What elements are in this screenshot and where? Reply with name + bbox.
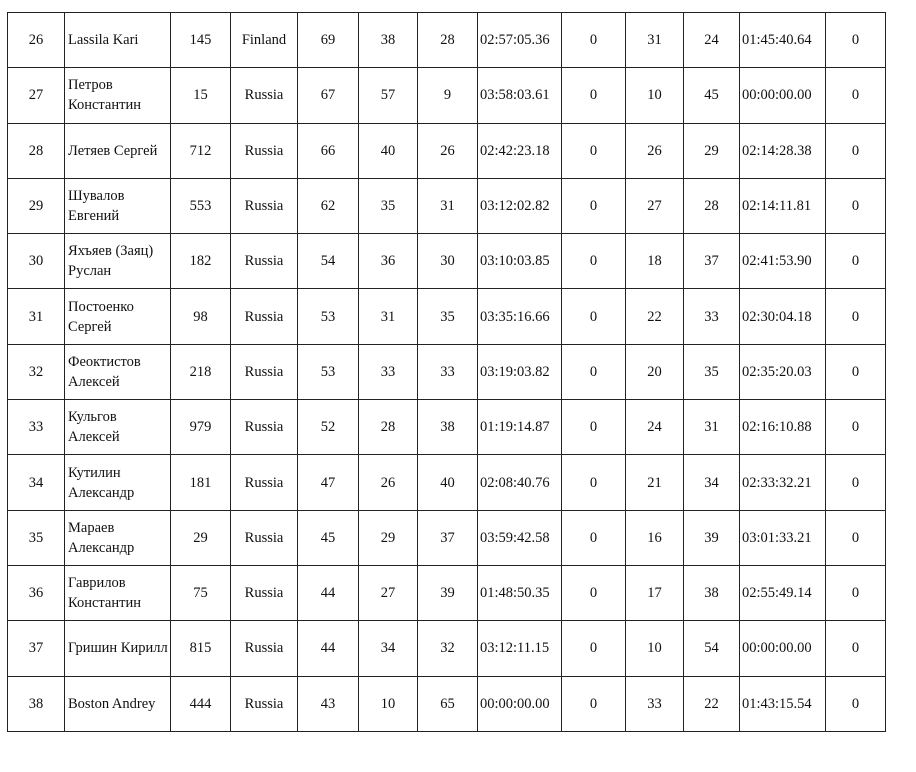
value-cell-4: 0 (562, 400, 626, 455)
value-cell-1: 43 (298, 676, 359, 731)
bib-cell: 553 (171, 178, 231, 233)
country-cell: Russia (231, 234, 298, 289)
place-cell: 34 (8, 455, 65, 510)
value-cell-7: 0 (826, 289, 886, 344)
table-row (8, 676, 886, 731)
time-cell-1: 01:48:50.35 (478, 565, 562, 620)
time-cell-1: 03:59:42.58 (478, 510, 562, 565)
time-cell-2: 02:30:04.18 (740, 289, 826, 344)
value-cell-3: 33 (418, 344, 478, 399)
bib-cell: 218 (171, 344, 231, 399)
value-cell-4: 0 (562, 510, 626, 565)
value-cell-5: 26 (626, 123, 684, 178)
country-cell: Russia (231, 344, 298, 399)
value-cell-4: 0 (562, 13, 626, 68)
bib-cell: 15 (171, 68, 231, 123)
value-cell-5: 22 (626, 289, 684, 344)
value-cell-6: 22 (684, 676, 740, 731)
time-cell-2: 02:14:28.38 (740, 123, 826, 178)
value-cell-5: 17 (626, 565, 684, 620)
table-row (8, 13, 886, 68)
value-cell-2: 35 (359, 178, 418, 233)
value-cell-5: 10 (626, 621, 684, 676)
time-cell-1: 01:19:14.87 (478, 400, 562, 455)
value-cell-5: 10 (626, 68, 684, 123)
country-cell: Russia (231, 621, 298, 676)
table-row (8, 621, 886, 676)
value-cell-1: 44 (298, 565, 359, 620)
value-cell-2: 57 (359, 68, 418, 123)
time-cell-1: 02:57:05.36 (478, 13, 562, 68)
time-cell-2: 01:43:15.54 (740, 676, 826, 731)
country-cell: Russia (231, 455, 298, 510)
value-cell-1: 45 (298, 510, 359, 565)
name-cell: Шувалов Евгений (65, 178, 171, 233)
bib-cell: 712 (171, 123, 231, 178)
name-cell: Кутилин Александр (65, 455, 171, 510)
time-cell-1: 03:12:02.82 (478, 178, 562, 233)
name-cell: Гришин Кирилл (65, 621, 171, 676)
value-cell-1: 52 (298, 400, 359, 455)
time-cell-1: 03:10:03.85 (478, 234, 562, 289)
place-cell: 32 (8, 344, 65, 399)
value-cell-7: 0 (826, 344, 886, 399)
value-cell-5: 31 (626, 13, 684, 68)
value-cell-2: 38 (359, 13, 418, 68)
value-cell-3: 9 (418, 68, 478, 123)
value-cell-3: 30 (418, 234, 478, 289)
name-cell: Мараев Александр (65, 510, 171, 565)
place-cell: 38 (8, 676, 65, 731)
value-cell-6: 35 (684, 344, 740, 399)
value-cell-5: 27 (626, 178, 684, 233)
time-cell-2: 02:16:10.88 (740, 400, 826, 455)
value-cell-5: 21 (626, 455, 684, 510)
name-cell: Петров Константин (65, 68, 171, 123)
value-cell-6: 54 (684, 621, 740, 676)
value-cell-6: 31 (684, 400, 740, 455)
table-row (8, 234, 886, 289)
time-cell-2: 00:00:00.00 (740, 621, 826, 676)
name-cell: Яхъяев (Заяц) Руслан (65, 234, 171, 289)
country-cell: Russia (231, 289, 298, 344)
value-cell-7: 0 (826, 123, 886, 178)
value-cell-6: 29 (684, 123, 740, 178)
value-cell-4: 0 (562, 178, 626, 233)
table-row (8, 344, 886, 399)
value-cell-3: 32 (418, 621, 478, 676)
bib-cell: 182 (171, 234, 231, 289)
value-cell-5: 20 (626, 344, 684, 399)
bib-cell: 75 (171, 565, 231, 620)
time-cell-1: 03:35:16.66 (478, 289, 562, 344)
value-cell-7: 0 (826, 234, 886, 289)
value-cell-6: 37 (684, 234, 740, 289)
name-cell: Гаврилов Константин (65, 565, 171, 620)
value-cell-2: 40 (359, 123, 418, 178)
bib-cell: 29 (171, 510, 231, 565)
bib-cell: 98 (171, 289, 231, 344)
value-cell-1: 53 (298, 344, 359, 399)
value-cell-2: 28 (359, 400, 418, 455)
value-cell-3: 28 (418, 13, 478, 68)
name-cell: Кульгов Алексей (65, 400, 171, 455)
value-cell-6: 34 (684, 455, 740, 510)
value-cell-7: 0 (826, 178, 886, 233)
bib-cell: 815 (171, 621, 231, 676)
value-cell-7: 0 (826, 565, 886, 620)
country-cell: Russia (231, 68, 298, 123)
country-cell: Russia (231, 510, 298, 565)
place-cell: 35 (8, 510, 65, 565)
value-cell-1: 62 (298, 178, 359, 233)
value-cell-3: 40 (418, 455, 478, 510)
place-cell: 33 (8, 400, 65, 455)
value-cell-4: 0 (562, 621, 626, 676)
value-cell-5: 24 (626, 400, 684, 455)
value-cell-1: 54 (298, 234, 359, 289)
value-cell-2: 36 (359, 234, 418, 289)
time-cell-2: 00:00:00.00 (740, 68, 826, 123)
name-cell: Феоктистов Алексей (65, 344, 171, 399)
value-cell-7: 0 (826, 676, 886, 731)
value-cell-1: 44 (298, 621, 359, 676)
country-cell: Russia (231, 400, 298, 455)
name-cell: Lassila Kari (65, 13, 171, 68)
time-cell-2: 02:35:20.03 (740, 344, 826, 399)
value-cell-4: 0 (562, 234, 626, 289)
table-row (8, 455, 886, 510)
bib-cell: 181 (171, 455, 231, 510)
place-cell: 37 (8, 621, 65, 676)
value-cell-2: 27 (359, 565, 418, 620)
value-cell-2: 29 (359, 510, 418, 565)
value-cell-6: 33 (684, 289, 740, 344)
value-cell-3: 65 (418, 676, 478, 731)
value-cell-6: 39 (684, 510, 740, 565)
value-cell-6: 28 (684, 178, 740, 233)
time-cell-2: 02:33:32.21 (740, 455, 826, 510)
value-cell-7: 0 (826, 621, 886, 676)
value-cell-6: 24 (684, 13, 740, 68)
value-cell-4: 0 (562, 455, 626, 510)
time-cell-1: 02:42:23.18 (478, 123, 562, 178)
time-cell-1: 03:19:03.82 (478, 344, 562, 399)
name-cell: Постоенко Сергей (65, 289, 171, 344)
table-row (8, 400, 886, 455)
value-cell-4: 0 (562, 123, 626, 178)
value-cell-2: 10 (359, 676, 418, 731)
country-cell: Russia (231, 178, 298, 233)
value-cell-1: 69 (298, 13, 359, 68)
value-cell-3: 38 (418, 400, 478, 455)
value-cell-1: 53 (298, 289, 359, 344)
value-cell-3: 39 (418, 565, 478, 620)
value-cell-5: 16 (626, 510, 684, 565)
value-cell-3: 37 (418, 510, 478, 565)
place-cell: 29 (8, 178, 65, 233)
time-cell-2: 02:14:11.81 (740, 178, 826, 233)
time-cell-1: 03:12:11.15 (478, 621, 562, 676)
time-cell-1: 00:00:00.00 (478, 676, 562, 731)
country-cell: Finland (231, 13, 298, 68)
time-cell-2: 02:41:53.90 (740, 234, 826, 289)
bib-cell: 444 (171, 676, 231, 731)
name-cell: Летяев Сергей (65, 123, 171, 178)
place-cell: 26 (8, 13, 65, 68)
results-table (7, 12, 886, 732)
value-cell-2: 31 (359, 289, 418, 344)
place-cell: 30 (8, 234, 65, 289)
table-row (8, 178, 886, 233)
value-cell-7: 0 (826, 400, 886, 455)
place-cell: 31 (8, 289, 65, 344)
value-cell-3: 26 (418, 123, 478, 178)
value-cell-3: 31 (418, 178, 478, 233)
value-cell-2: 26 (359, 455, 418, 510)
country-cell: Russia (231, 676, 298, 731)
value-cell-6: 45 (684, 68, 740, 123)
place-cell: 27 (8, 68, 65, 123)
value-cell-4: 0 (562, 289, 626, 344)
value-cell-7: 0 (826, 455, 886, 510)
table-row (8, 565, 886, 620)
time-cell-2: 03:01:33.21 (740, 510, 826, 565)
country-cell: Russia (231, 565, 298, 620)
value-cell-2: 33 (359, 344, 418, 399)
place-cell: 28 (8, 123, 65, 178)
country-cell: Russia (231, 123, 298, 178)
value-cell-7: 0 (826, 68, 886, 123)
table-row (8, 510, 886, 565)
time-cell-1: 02:08:40.76 (478, 455, 562, 510)
value-cell-2: 34 (359, 621, 418, 676)
table-row (8, 289, 886, 344)
value-cell-4: 0 (562, 68, 626, 123)
value-cell-7: 0 (826, 510, 886, 565)
bib-cell: 979 (171, 400, 231, 455)
table-row (8, 123, 886, 178)
value-cell-7: 0 (826, 13, 886, 68)
time-cell-1: 03:58:03.61 (478, 68, 562, 123)
value-cell-5: 18 (626, 234, 684, 289)
value-cell-3: 35 (418, 289, 478, 344)
table-row (8, 68, 886, 123)
value-cell-6: 38 (684, 565, 740, 620)
time-cell-2: 01:45:40.64 (740, 13, 826, 68)
name-cell: Boston Andrey (65, 676, 171, 731)
results-table-body (8, 13, 886, 732)
time-cell-2: 02:55:49.14 (740, 565, 826, 620)
value-cell-1: 67 (298, 68, 359, 123)
value-cell-1: 47 (298, 455, 359, 510)
place-cell: 36 (8, 565, 65, 620)
value-cell-4: 0 (562, 344, 626, 399)
value-cell-4: 0 (562, 565, 626, 620)
value-cell-4: 0 (562, 676, 626, 731)
value-cell-1: 66 (298, 123, 359, 178)
bib-cell: 145 (171, 13, 231, 68)
value-cell-5: 33 (626, 676, 684, 731)
